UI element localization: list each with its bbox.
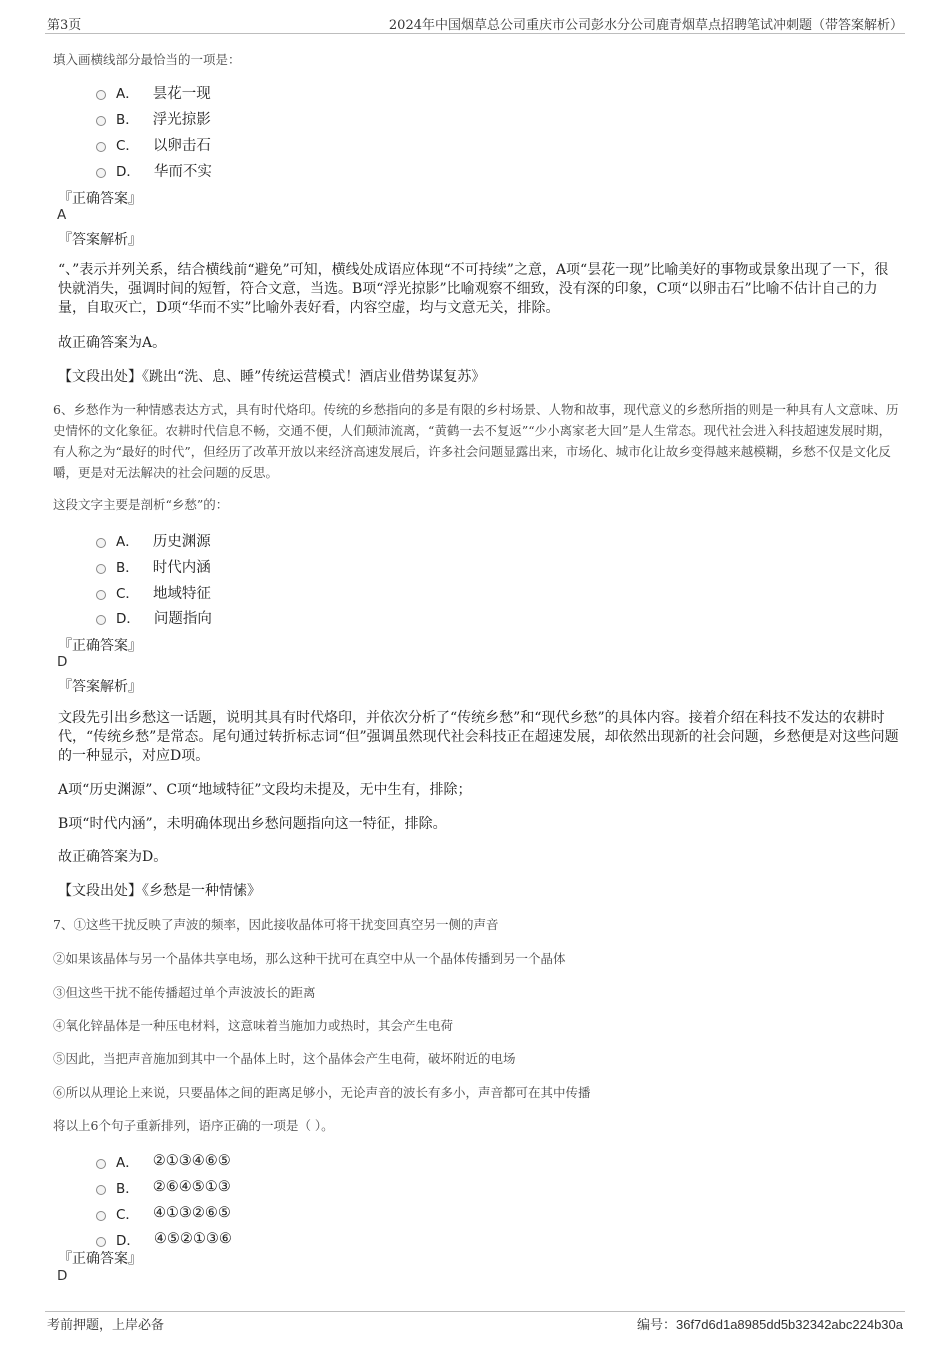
option-d[interactable] [96, 607, 212, 627]
option-letter: D． [116, 164, 140, 180]
option-text: 问题指向 [153, 610, 212, 627]
option-letter: C． [116, 1207, 139, 1223]
radio-icon[interactable] [96, 615, 106, 625]
sentence-2: ②如果该晶体与另一个晶体共享电场，那么这种干扰可在真空中从一个晶体传播到另一个晶体 [53, 951, 566, 966]
document-code [637, 1314, 903, 1333]
option-text: ②⑥④⑤①③ [152, 1179, 231, 1195]
option-text: ②①③④⑥⑤ [152, 1153, 231, 1169]
option-text: 历史渊源 [152, 533, 211, 550]
option-c[interactable] [96, 134, 211, 154]
option-letter: C． [116, 586, 139, 602]
analysis-label: 『答案解析』 [58, 232, 142, 248]
option-text: 浮光掠影 [152, 111, 211, 128]
radio-icon[interactable] [96, 538, 106, 548]
option-c[interactable] [96, 1203, 231, 1223]
option-text: 以卵击石 [152, 137, 211, 154]
sentence-4: ④氧化锌晶体是一种压电材料，这意味着当施加力或热时，其会产生电荷 [53, 1018, 454, 1033]
analysis-line: A项“历史渊源”、C项“地域特征”文段均未提及，无中生有，排除； [58, 782, 472, 798]
option-letter: D． [116, 611, 140, 627]
option-text: 华而不实 [153, 163, 212, 180]
analysis-label: 『答案解析』 [58, 679, 142, 695]
sentence-5: ⑤因此，当把声音施加到其中一个晶体上时，这个晶体会产生电荷，破坏附近的电场 [53, 1051, 516, 1066]
radio-icon[interactable] [96, 90, 106, 100]
footer-rule [45, 1311, 905, 1312]
option-text: 地域特征 [152, 585, 211, 602]
option-b[interactable] [96, 1177, 231, 1197]
option-letter: A． [116, 86, 139, 102]
answer-value: D [57, 1268, 68, 1284]
radio-icon[interactable] [96, 142, 106, 152]
question-stem: 填入画横线部分最恰当的一项是： [53, 52, 241, 67]
option-text: 时代内涵 [152, 559, 211, 576]
option-d[interactable] [96, 1229, 232, 1249]
radio-icon[interactable] [96, 168, 106, 178]
source-text: 【文段出处】《跳出“洗、息、睡”传统运营模式！酒店业借势谋复苏》 [58, 369, 486, 385]
radio-icon[interactable] [96, 1237, 106, 1247]
option-letter: B． [116, 560, 139, 576]
option-text: 昙花一现 [152, 85, 211, 102]
question-prompt: 将以上6个句子重新排列，语序正确的一项是（ ）。 [53, 1118, 334, 1133]
sentence-6: ⑥所以从理论上来说，只要晶体之间的距离足够小，无论声音的波长有多小，声音都可在其中传播 [53, 1085, 591, 1100]
option-letter: C． [116, 138, 139, 154]
page-number: 第3页 [47, 18, 82, 33]
option-a[interactable] [96, 82, 211, 102]
analysis-text: 文段先引出乡愁这一话题，说明其具有时代烙印，并依次分析了“传统乡愁”和“现代乡愁”的具体内容。接着介绍在科技不发达的农耕时代，“传统乡愁”是常态。尾句通过转折标志词“但”强调虽然现代社会科技正在超速发展，却依然出现新的社会问题，乡愁便是对这些问题的一种显示，对应D项。 [58, 710, 899, 764]
option-a[interactable] [96, 1151, 231, 1171]
radio-icon[interactable] [96, 116, 106, 126]
analysis-line: B项“时代内涵”，未明确体现出乡愁问题指向这一特征，排除。 [58, 816, 447, 832]
answer-label: 『正确答案』 [58, 1251, 142, 1267]
option-b[interactable] [96, 556, 211, 576]
option-d[interactable] [96, 160, 212, 180]
option-letter: D． [116, 1233, 140, 1249]
option-text: ④①③②⑥⑤ [152, 1205, 231, 1221]
analysis-text: “、”表示并列关系，结合横线前“避免”可知，横线处成语应体现“不可持续”之意，A项“昙花一现”比喻美好的事物或景象出现了一下，很快就消失，强调时间的短暂，符合文意，当选。B项“浮光掠影”比喻观察不细致，没有深的印象，C项“以卵击石”比喻不估计自己的力量，自取灭亡，D项“华而不实”比喻外表好看，内容空虚，均与文意无关，排除。 [58, 262, 889, 316]
option-letter: A． [116, 534, 139, 550]
option-letter: B． [116, 112, 139, 128]
answer-label: 『正确答案』 [58, 191, 142, 207]
option-text: ④⑤②①③⑥ [153, 1231, 232, 1247]
option-c[interactable] [96, 582, 211, 602]
code-value: 36f7d6d1a8985dd5b32342abc224b30a [675, 1317, 903, 1332]
sentence-3: ③但这些干扰不能传播超过单个声波波长的距离 [53, 985, 316, 1000]
option-letter: B． [116, 1181, 139, 1197]
footer-slogan: 考前押题，上岸必备 [47, 1318, 165, 1333]
question-stem: 6、乡愁作为一种情感表达方式，具有时代烙印。传统的乡愁指向的多是有限的乡村场景、人物和故事，现代意义的乡愁所指的则是一种具有人文意味、历史情怀的文化象征。农耕时代信息不畅，交通不便，人们颠沛流离，“黄鹤一去不复返”“少小离家老大回”是人生常态。现代社会进入科技超速发展时期，有人称之为“最好的时代”，但经历了改革开放以来经济高速发展后，许多社会问题显露出来，市场化、城市化让故乡变得越来越模糊，乡愁不仅是文化反嚼，更是对无法解决的社会问题的反思。 [53, 402, 899, 480]
option-b[interactable] [96, 108, 211, 128]
header-rule [45, 33, 905, 34]
document-title: 2024年中国烟草总公司重庆市公司彭水分公司鹿青烟草点招聘笔试冲刺题（带答案解析） [388, 18, 903, 33]
option-a[interactable] [96, 530, 211, 550]
answer-value: A [57, 207, 67, 223]
question-prompt: 这段文字主要是剖析“乡愁”的： [53, 497, 229, 512]
conclusion-text: 故正确答案为D。 [58, 849, 168, 865]
conclusion-text: 故正确答案为A。 [58, 335, 167, 351]
radio-icon[interactable] [96, 590, 106, 600]
radio-icon[interactable] [96, 1211, 106, 1221]
radio-icon[interactable] [96, 564, 106, 574]
option-letter: A． [116, 1155, 139, 1171]
source-text: 【文段出处】《乡愁是一种情愫》 [58, 883, 261, 899]
radio-icon[interactable] [96, 1159, 106, 1169]
answer-value: D [57, 654, 68, 670]
answer-label: 『正确答案』 [58, 638, 142, 654]
sentence-1: 7、①这些干扰反映了声波的频率，因此接收晶体可将干扰变回真空另一侧的声音 [53, 917, 499, 932]
code-label: 编号： [636, 1318, 676, 1333]
radio-icon[interactable] [96, 1185, 106, 1195]
